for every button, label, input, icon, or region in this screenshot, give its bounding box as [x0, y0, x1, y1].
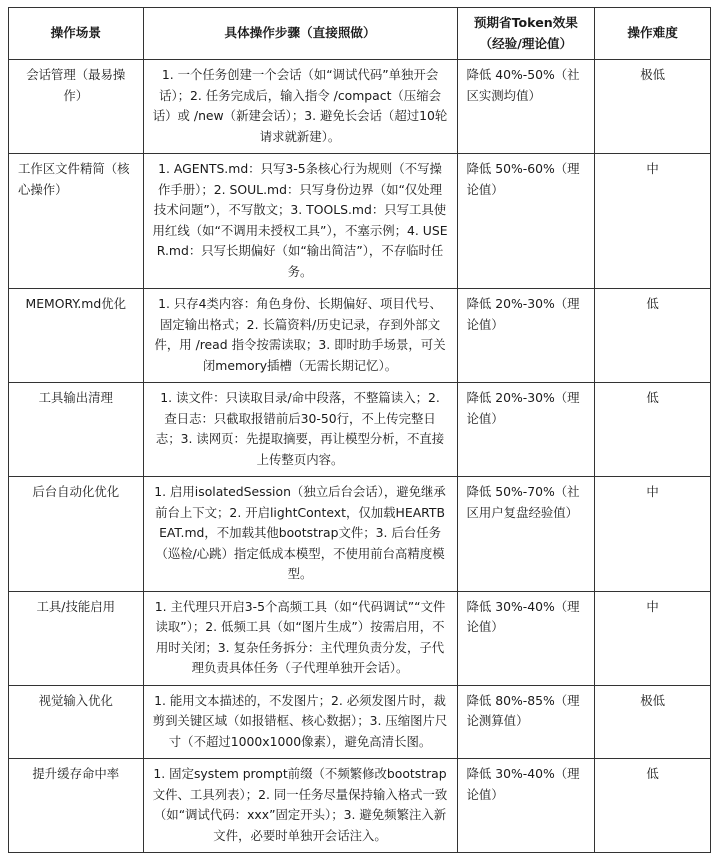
row-effect: 降低 50%-60%（理论值） — [457, 154, 595, 289]
row-steps: 1. 固定system prompt前缀（不频繁修改bootstrap文件、工具列表）；2. 同一任务尽量保持输入格式一致（如“调试代码：xxx”固定开头）；3. 避免频繁注入新文件，必要时单独开会话注入。 — [143, 759, 457, 853]
row-steps: 1. 一个任务创建一个会话（如“调试代码”单独开会话）；2. 任务完成后，输入指令 /compact（压缩会话）或 /new（新建会话）；3. 避免长会话（超过10轮请求就新建）。 — [143, 60, 457, 154]
row-effect: 降低 20%-30%（理论值） — [457, 383, 595, 477]
row-effect: 降低 80%-85%（理论测算值） — [457, 685, 595, 759]
header-difficulty: 操作难度 — [595, 8, 711, 60]
row-effect: 降低 50%-70%（社区用户复盘经验值） — [457, 477, 595, 592]
table-row — [9, 383, 711, 477]
row-scene: 工作区文件精简（核心操作） — [9, 154, 144, 289]
row-difficulty: 极低 — [595, 685, 711, 759]
token-saving-table — [8, 7, 711, 853]
row-difficulty: 中 — [595, 154, 711, 289]
row-effect: 降低 20%-30%（理论值） — [457, 289, 595, 383]
row-steps: 1. 读文件：只读取目录/命中段落，不整篇读入；2. 查日志：只截取报错前后30-50行，不上传完整日志；3. 读网页：先提取摘要，再让模型分析，不直接上传整页内容。 — [143, 383, 457, 477]
table-row — [9, 289, 711, 383]
row-difficulty: 极低 — [595, 60, 711, 154]
row-difficulty: 低 — [595, 289, 711, 383]
header-effect: 预期省Token效果（经验/理论值） — [457, 8, 595, 60]
row-effect: 降低 40%-50%（社区实测均值） — [457, 60, 595, 154]
row-scene: 后台自动化优化 — [9, 477, 144, 592]
table-row — [9, 477, 711, 592]
row-steps: 1. 能用文本描述的，不发图片；2. 必须发图片时，裁剪到关键区域（如报错框、核心数据）；3. 压缩图片尺寸（不超过1000x1000像素），避免高清长图。 — [143, 685, 457, 759]
header-row — [9, 8, 711, 60]
table-row — [9, 759, 711, 853]
row-difficulty: 低 — [595, 383, 711, 477]
row-steps: 1. 主代理只开启3-5个高频工具（如“代码调试”“文件读取”）；2. 低频工具（如“图片生成”）按需启用，不用时关闭；3. 复杂任务拆分：主代理负责分发，子代理负责具体任务（子代理单独开会话）。 — [143, 591, 457, 685]
row-difficulty: 中 — [595, 591, 711, 685]
row-steps: 1. 启用isolatedSession（独立后台会话），避免继承前台上下文；2. 开启lightContext，仅加载HEARTBEAT.md，不加载其他bootstrap文件；3. 后台任务（巡检/心跳）指定低成本模型，不使用前台高精度模型。 — [143, 477, 457, 592]
table-row — [9, 591, 711, 685]
row-steps: 1. AGENTS.md：只写3-5条核心行为规则（不写操作手册）；2. SOUL.md：只写身份边界（如“仅处理技术问题”），不写散文；3. TOOLS.md：只写工具使用红线（如“不调用未授权工具”），不塞示例；4. USER.md：只写长期偏好（如“输出简洁”），不存临时任务。 — [143, 154, 457, 289]
header-scene: 操作场景 — [9, 8, 144, 60]
header-steps: 具体操作步骤（直接照做） — [143, 8, 457, 60]
table-row — [9, 60, 711, 154]
row-scene: MEMORY.md优化 — [9, 289, 144, 383]
row-effect: 降低 30%-40%（理论值） — [457, 759, 595, 853]
table-row — [9, 154, 711, 289]
row-scene: 工具/技能启用 — [9, 591, 144, 685]
row-difficulty: 低 — [595, 759, 711, 853]
row-scene: 视觉输入优化 — [9, 685, 144, 759]
row-scene: 提升缓存命中率 — [9, 759, 144, 853]
row-difficulty: 中 — [595, 477, 711, 592]
row-effect: 降低 30%-40%（理论值） — [457, 591, 595, 685]
row-steps: 1. 只存4类内容：角色身份、长期偏好、项目代号、固定输出格式；2. 长篇资料/历史记录，存到外部文件，用 /read 指令按需读取；3. 即时助手场景，可关闭memory插槽（无需长期记忆）。 — [143, 289, 457, 383]
row-scene: 工具输出清理 — [9, 383, 144, 477]
row-scene: 会话管理（最易操作） — [9, 60, 144, 154]
table-row — [9, 685, 711, 759]
